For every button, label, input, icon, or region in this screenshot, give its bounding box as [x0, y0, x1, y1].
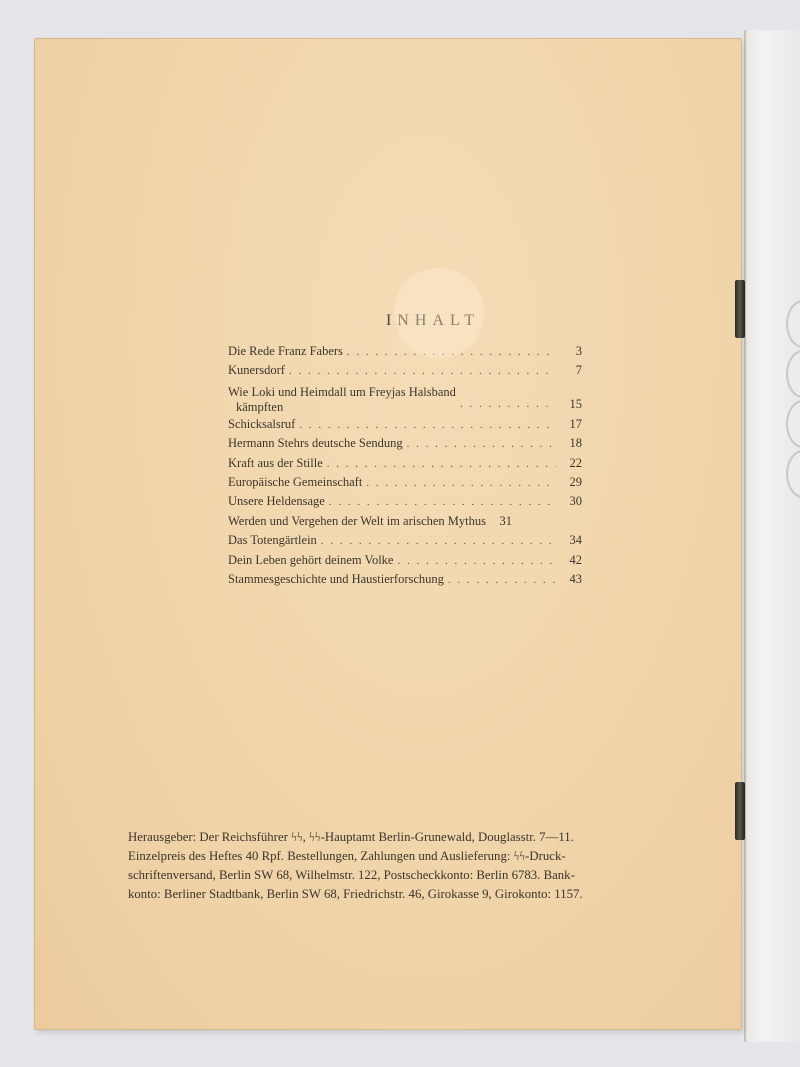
toc-entry-page: 3 [575, 344, 582, 358]
toc-entry-title: Die Rede Franz Fabers [228, 344, 343, 358]
toc-entry-title: Dein Leben gehört deinem Volke [228, 552, 394, 567]
toc-leader-dots [299, 416, 556, 435]
toc-entry-title [228, 385, 456, 415]
toc-entry-page: 7 [575, 363, 582, 378]
toc-entry-page: 31 [499, 513, 512, 528]
toc-leader-dots [448, 571, 556, 590]
adjacent-page-edge [744, 30, 800, 1042]
toc-entry [228, 415, 582, 434]
toc-leader-dots [327, 455, 556, 474]
toc-entry-title: Werden und Vergehen der Welt im arischen Mythus [228, 513, 486, 528]
toc-leader-dots [397, 552, 556, 571]
toc-entry [228, 342, 582, 361]
toc-entry-page: 22 [569, 455, 582, 470]
toc-entry-title: Unsere Heldensage [228, 494, 325, 509]
toc-entry-title: Kraft aus der Stille [228, 455, 323, 470]
toc-entry-page: 30 [569, 494, 582, 509]
staple [735, 782, 745, 840]
toc-entry-title: Hermann Stehrs deutsche Sendung [228, 436, 403, 451]
toc-entry [228, 434, 582, 453]
table-of-contents [228, 342, 582, 589]
toc-entry-page: 18 [569, 436, 582, 451]
imprint-line: konto: Berliner Stadtbank, Berlin SW 68, Friedrichstr. 46, Girokasse 9, Girokonto: 1157. [128, 887, 583, 901]
imprint-line: schriftenversand, Berlin SW 68, Wilhelmstr. 122, Postscheckkonto: Berlin 6783. Bank- [128, 868, 575, 882]
staple [735, 280, 745, 338]
toc-leader-dots [460, 395, 556, 414]
toc-entry-page: 42 [569, 552, 582, 567]
toc-entry-page: 17 [569, 416, 582, 431]
toc-leader-dots [407, 435, 556, 454]
toc-entry-title-line: kämpften [236, 399, 284, 414]
toc-entry-title: Stammesgeschichte und Haustierforschung [228, 571, 444, 586]
toc-leader-dots [366, 474, 556, 493]
toc-leader-dots [321, 532, 556, 551]
toc-leader-dots [329, 493, 556, 512]
binding-ring [786, 400, 800, 448]
toc-entry-page: 43 [569, 571, 582, 586]
imprint-line: Herausgeber: Der Reichsführer ϟϟ, ϟϟ-Hauptamt Berlin-Grunewald, Douglasstr. 7—11. [128, 830, 574, 844]
binding-ring [786, 450, 800, 498]
toc-entry-page: 15 [569, 397, 582, 412]
toc-entry-title: Das Totengärtlein [228, 533, 317, 548]
toc-entry-page: 29 [569, 474, 582, 489]
booklet-page [34, 38, 742, 1030]
binding-ring [786, 350, 800, 398]
publisher-imprint [128, 828, 688, 904]
toc-entry-title-line: Wie Loki und Heimdall um Freyjas Halsband [228, 384, 456, 399]
toc-entry [228, 492, 582, 511]
toc-entry [228, 454, 582, 473]
toc-entry [228, 570, 582, 589]
toc-entry [228, 361, 582, 380]
toc-leader-dots [347, 343, 556, 362]
toc-entry [228, 551, 582, 570]
toc-entry [228, 531, 582, 550]
toc-entry [228, 512, 582, 531]
toc-entry [228, 381, 582, 415]
binding-ring [786, 300, 800, 348]
toc-entry-title: Kunersdorf [228, 363, 285, 378]
imprint-line: Einzelpreis des Heftes 40 Rpf. Bestellungen, Zahlungen und Auslieferung: ϟϟ-Druck- [128, 849, 566, 863]
toc-entry-title: Schicksalsruf [228, 416, 296, 431]
toc-entry [228, 473, 582, 492]
toc-entry-page: 34 [569, 533, 582, 548]
toc-heading: INHALT [385, 312, 481, 329]
toc-leader-dots [289, 362, 556, 381]
toc-entry-title: Europäische Gemeinschaft [228, 474, 363, 489]
